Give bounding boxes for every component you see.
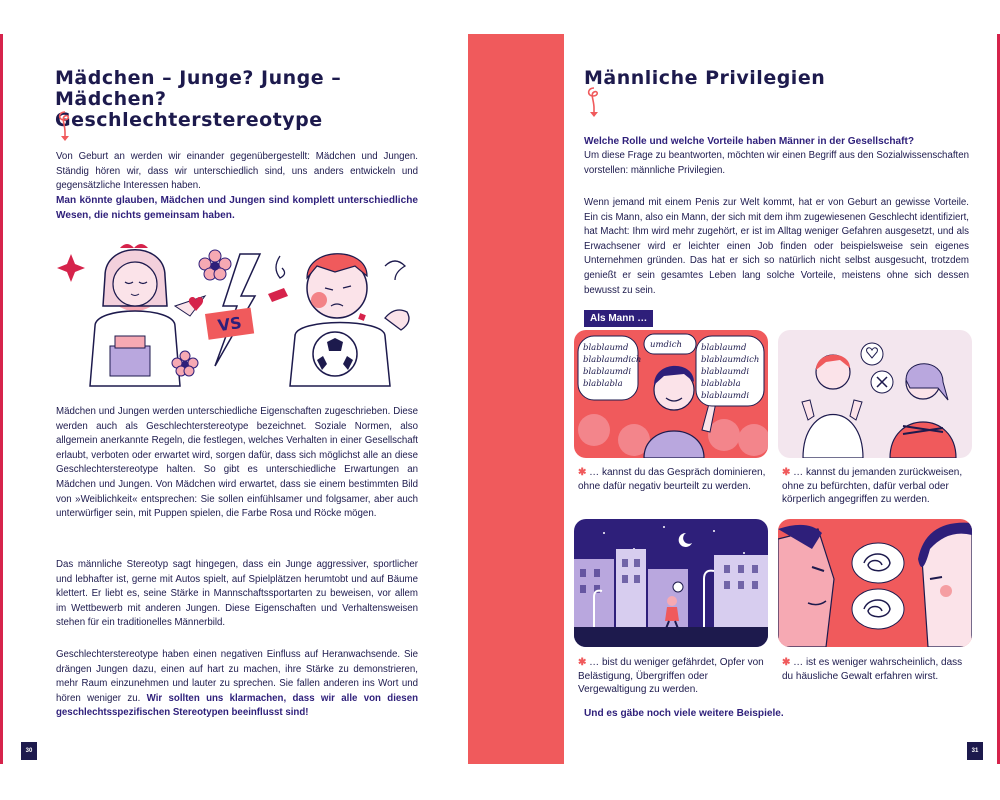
caption-1: ✱ … kannst du das Gespräch dominieren, ohne dafür negativ beurteilt zu werden. — [578, 467, 766, 492]
vs-badge — [205, 308, 254, 340]
heart-bubble-icon — [861, 343, 883, 365]
page-number-right: 31 — [967, 742, 983, 760]
svg-text:blablaumd umdich: blablaumd umdich blablaumdich blablaumdi blablabla blablaumd blablaumdich blablaumdi blablabla blablaumdi — [583, 340, 760, 401]
as-man-tag: Als Mann … — [584, 310, 653, 327]
left-page-title — [55, 68, 455, 131]
title-line-1: Mädchen – Junge? Junge – Mädchen? — [55, 67, 342, 110]
intro-bold-text: Man könnte glauben, Mädchen und Jungen sind komplett unterschiedliche Wesen, die nichts gemeinsam haben. — [56, 195, 418, 221]
asterisk-icon: ✱ — [578, 467, 587, 478]
sparkle-icon — [57, 254, 85, 282]
asterisk-icon: ✱ — [782, 657, 791, 668]
squiggle-arrow-icon — [56, 110, 74, 144]
left-page — [0, 0, 468, 800]
svg-text:VS: VS — [216, 313, 243, 336]
question-text: Welche Rolle und welche Vorteile haben Männer in der Gesellschaft? — [584, 136, 914, 147]
panel-night-street — [574, 519, 768, 647]
paragraph-3 — [56, 648, 418, 721]
moon-icon — [679, 533, 692, 547]
title-line-2: Geschlechterstereotype — [55, 109, 323, 131]
paragraph-2: Das männliche Stereotyp sagt hingegen, dass ein Junge aggressiver, sportlicher und lebhafter ist, gerne mit Autos spielt, auf Spielplätzen herumtobt und auf Bäume klettert. Er liebt es, seine Stärke in Mannschaftssportarten zu beweisen, vor allem im Wettbewerb mit anderen Jungen. Diese Eigenschaften und Verhaltensweisen stehen für ein traditionelles Männerbild. — [56, 559, 418, 629]
page-number-left: 30 — [21, 742, 37, 760]
right-page-title: Männliche Privilegien — [584, 67, 826, 89]
closing-text: Und es gäbe noch viele weitere Beispiele. — [584, 708, 784, 719]
girl-vs-boy-illustration — [55, 236, 425, 396]
center-gutter — [468, 34, 564, 764]
question-followup: Um diese Frage zu beantworten, möchten wir einen Begriff aus den Sozialwissenschaften vorstellen: männliche Privilegien. — [584, 150, 969, 176]
caption-2: ✱ … kannst du jemanden zurückweisen, ohne zu befürchten, dafür verbal oder körperlich angegriffen zu werden. — [782, 467, 963, 505]
caption-3: ✱ … bist du weniger gefährdet, Opfer von Belästigung, Übergriffen oder Vergewaltigung zu werden. — [578, 657, 764, 695]
paragraph-1: Mädchen und Jungen werden unterschiedliche Eigenschaften zugeschrieben. Diese werden auch als Geschlechterstereotype bezeichnet. Soziale Normen, also allgemein anerkannte Regeln, die festlegen, welches Verhalten in einer Gesellschaft erlaubt, verboten oder erwartet wird, sorgen dafür, dass sich möglichst alle an diese Geschlechterstereotype halten. So gibt es unterschiedliche Erwartungen an Mädchen und Jungen. Von Mädchen wird erwartet, dass sie einem bestimmten Bild von »Weiblichkeit« entsprechen: Sie sollen einfühlsamer und folgsamer, aber auch unterwürfiger sein, mit Puppen spielen, die Farbe Rosa und Röcke mögen. — [56, 406, 418, 520]
asterisk-icon: ✱ — [578, 657, 587, 668]
intro-text: Von Geburt an werden wir einander gegenübergestellt: Mädchen und Jungen. Ständig hören wir, dass wir unterschiedlich sind, uns anders entwickeln und gegensätzliche Interessen haben. — [56, 151, 418, 192]
right-page — [564, 0, 1000, 800]
panel-domestic — [778, 519, 972, 647]
paragraph-3-bold: Wir sollten uns klarmachen, dass wir alle von diesen geschlechtsspezifischen Stereotypen beeinflusst sind! — [56, 692, 418, 719]
paragraph-3-text: Geschlechterstereotype haben einen negativen Einfluss auf Heranwachsende. Sie drängen Jungen dazu, einen auf hart zu machen, ihre Stärke zu demonstrieren, mehr Raum einzunehmen und lauter zu sprechen. Sie fallen anderen ins Wort und hören weniger zu. — [56, 649, 418, 704]
caption-4: ✱ … ist es weniger wahrscheinlich, dass du häusliche Gewalt erfahren wirst. — [782, 657, 963, 682]
squiggle-arrow-icon — [585, 86, 603, 120]
privileges-paragraph: Wenn jemand mit einem Penis zur Welt kommt, hat er von Geburt an gewisse Vorteile. Ein cis Mann, also ein Mann, der sich mit dem ihm zugewiesenen Geschlecht identifiziert, hat Macht: Ihm wird mehr zugehört, er ist im Alltag weniger Gefahren ausgesetzt, und als Erwachsener wird er leichter einen Job finden oder beispielsweise sein eigenes Unternehmen gründen. Das hat er sich so natürlich nicht selbst ausgesucht, trotzdem genießt er sein gesamtes Leben lang solche Vorteile, meistens ohne sich dessen bewusst zu sein. — [584, 197, 969, 296]
flower-icon — [199, 250, 231, 280]
panel-conversation — [574, 330, 768, 458]
panel-rejection — [778, 330, 972, 458]
asterisk-icon: ✱ — [782, 467, 791, 478]
